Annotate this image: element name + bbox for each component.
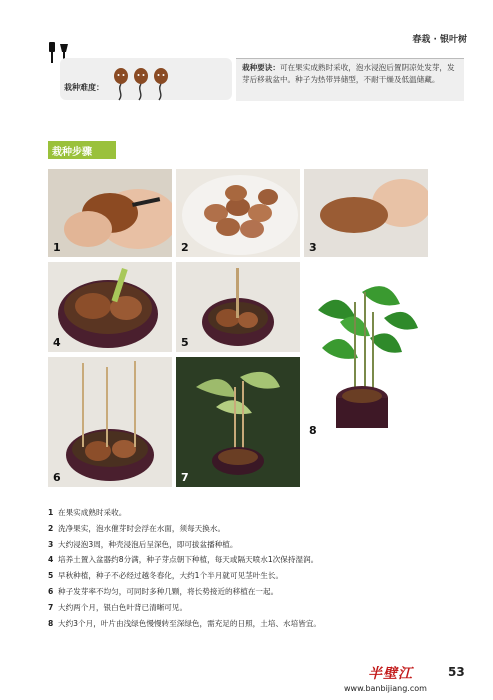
step-number: 5 bbox=[48, 571, 54, 581]
step-number: 8 bbox=[48, 618, 54, 628]
seed-rating-icon bbox=[112, 66, 130, 102]
step-photo-1 bbox=[48, 169, 172, 257]
footer-url[interactable]: www.banbijiang.com bbox=[344, 684, 427, 693]
step-number: 3 bbox=[48, 539, 54, 549]
step-item bbox=[48, 616, 468, 632]
page-number: 53 bbox=[448, 665, 465, 679]
steps-list bbox=[48, 505, 468, 631]
step-photo-6 bbox=[48, 357, 172, 487]
section-title: 栽种步骤 bbox=[52, 147, 92, 158]
step-photo-8 bbox=[304, 262, 428, 442]
step-number: 7 bbox=[48, 602, 54, 612]
step-text: 培养土置入盆器约8分满，种子芽点朝下种植，每天或隔天喷水1次保持湿润。 bbox=[58, 555, 319, 565]
step-text: 在果实成熟时采收。 bbox=[58, 508, 127, 517]
step-photo-7 bbox=[176, 357, 300, 487]
step-photo-number: 2 bbox=[181, 241, 189, 254]
step-photo-5 bbox=[176, 262, 300, 352]
step-photo-number: 3 bbox=[309, 241, 317, 254]
footer-brand-logo: 半壁江 bbox=[368, 666, 413, 682]
step-text: 种子发芽率不均匀，可同时多种几颗，将长势接近的移植在一起。 bbox=[58, 586, 279, 596]
step-number: 2 bbox=[48, 523, 54, 533]
step-photo-number: 8 bbox=[309, 424, 317, 437]
step-number: 4 bbox=[48, 555, 54, 565]
planting-tips-label: 栽种要诀： bbox=[242, 63, 280, 72]
step-item bbox=[48, 537, 468, 553]
planting-tips bbox=[242, 62, 460, 86]
step-item bbox=[48, 521, 468, 537]
step-photo-number: 1 bbox=[53, 241, 61, 254]
step-item bbox=[48, 600, 468, 616]
step-text: 大约浸泡3周，种壳浸泡后呈深色，即可拔盆播种植。 bbox=[58, 539, 238, 549]
step-photo-2 bbox=[176, 169, 300, 257]
difficulty-label: 栽种难度： bbox=[64, 83, 104, 92]
step-photo-number: 5 bbox=[181, 336, 189, 349]
step-number: 1 bbox=[48, 508, 54, 517]
seed-rating-icon bbox=[152, 66, 170, 102]
step-item bbox=[48, 505, 468, 521]
seed-rating-icon bbox=[132, 66, 150, 102]
step-item bbox=[48, 584, 468, 600]
step-number: 6 bbox=[48, 586, 54, 596]
step-photo-3 bbox=[304, 169, 428, 257]
step-text: 大约3个月，叶片由浅绿色慢慢转至深绿色，需充足的日照，土培、水培皆宜。 bbox=[58, 618, 322, 628]
step-text: 洗净果实，泡水催芽时会浮在水面，须每天换水。 bbox=[58, 523, 226, 533]
step-item bbox=[48, 568, 468, 584]
step-photo-4 bbox=[48, 262, 172, 352]
planting-tips-text: 可在果实成熟时采收，泡水浸泡后置阴凉处发芽，发芽后移栽盆中。种子为热带异储型，不耐干燥及低温储藏。 bbox=[242, 63, 455, 84]
step-text: 早秋种植，种子不必经过越冬春化，大约1个半月就可见茎叶生长。 bbox=[58, 571, 284, 581]
page-header-title: 春栽 · 银叶树 bbox=[412, 35, 467, 45]
step-text: 大约两个月，银白色叶背已清晰可见。 bbox=[58, 602, 188, 612]
step-photo-number: 6 bbox=[53, 471, 61, 484]
step-photo-number: 4 bbox=[53, 336, 61, 349]
step-item bbox=[48, 552, 468, 568]
step-photo-number: 7 bbox=[181, 471, 189, 484]
